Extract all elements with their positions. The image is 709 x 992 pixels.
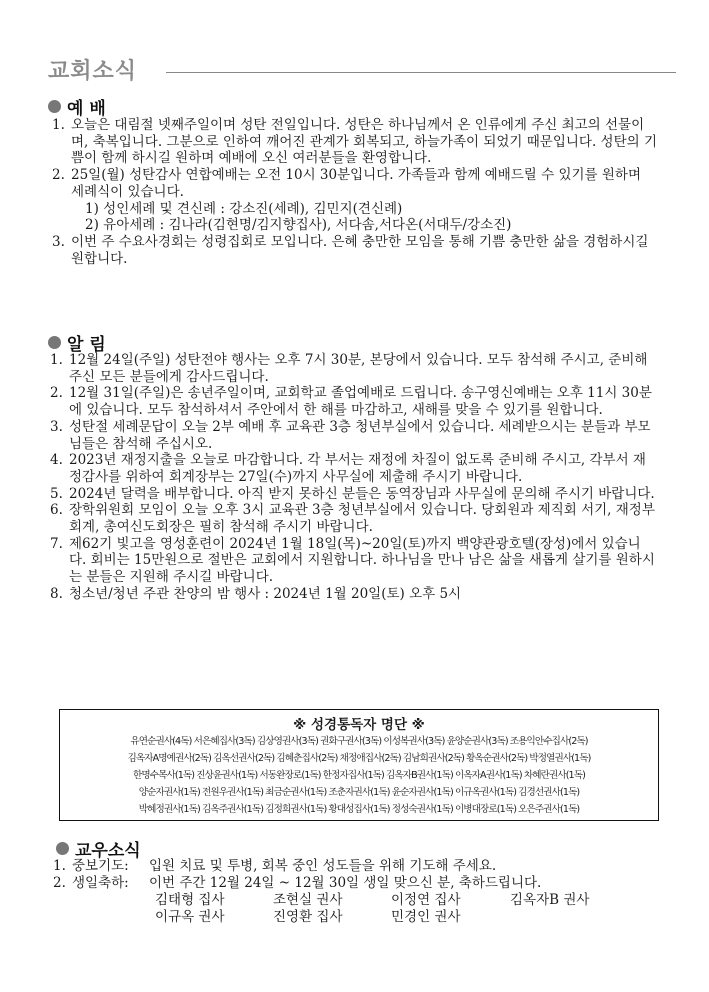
page-title: 교회소식 [48,59,138,84]
worship-section-header [48,94,106,119]
birthday-name: 김태형 집사 [155,892,225,908]
birthday-names-row [53,892,673,909]
list-item: 3. 이번 주 수요사경회는 성령집회로 모입니다. 은혜 충만한 모임을 통해 기쁨 충만한 삶을 경험하시길 원합니다. [52,233,649,267]
birthday-greeting: 2. 생일축하: 이번 주간 12월 24일 ~ 12월 30일 생일 맞으신 분, 축하드립니다. [53,875,542,891]
birthday-name: 진영환 집사 [273,909,343,925]
birthday-name: 이규옥 권사 [155,909,225,925]
list-item: 5. 2024년 달력을 배부합니다. 아직 받지 못하신 분들은 동역장님과 사무실에 문의해 주시기 바랍니다. [50,485,655,502]
bible-readers-row: 한명수목사(1독) 진상윤권사(1독) 서동완장로(1독) 한정자집사(1독) 김옥자B권사(1독) 이옥자A권사(1독) 차혜란권사(1독) [133,770,585,781]
header-divider [166,72,676,73]
list-item: 3. 성탄절 세례문답이 오늘 2부 예배 후 교육관 3층 청년부실에서 있습니다. 세례받으시는 분들과 부모님들은 참석해 주십시오. [50,418,651,452]
notices-section-title: 알 림 [67,335,106,355]
bible-readers-title: ※ 성경통독자 명단 ※ [293,717,425,733]
prayer-request: 1. 중보기도: 입원 치료 및 투병, 회복 중인 성도들을 위해 기도해 주세요. [53,858,497,874]
bible-readers-row: 박혜정권사(1독) 김옥주권사(1독) 김정희권사(1독) 황대성집사(1독) 정성숙권사(1독) 이병대장로(1독) 오은주권사(1독) [138,804,580,815]
birthday-name: 조현실 권사 [273,892,343,908]
circle-bullet-icon [56,842,69,855]
birthday-name: 이정연 집사 [391,892,461,908]
birthday-names-row [53,909,673,926]
list-item: 6. 장학위원회 모임이 오늘 오후 3시 교육관 3층 청년부실에서 있습니다. 당회원과 제직회 서기, 재정부 회계, 총여신도회장은 필히 참석해 주시기 바랍니다. [50,502,655,536]
page-header [48,54,678,84]
birthday-name: 민경인 권사 [391,909,461,925]
list-item: 1. 오늘은 대림절 넷째주일이며 성탄 전일입니다. 성탄은 하나님께서 온 인류에게 주신 최고의 선물이며, 축복입니다. 그분으로 인하여 깨어진 관계가 회복되고, 하늘가족이 되었기 때문입니다. 성탄의 기쁨이 함께 하시길 원하며 예배에 오신 여러분들을 환영합니다. [52,117,658,167]
sub-item-infant-baptism: 2) 유아세례 : 김나라(김현명/김지향집사), 서다솜,서다온(서대두/강소진) [85,217,512,234]
bible-readers-row: 양순자권사(1독) 전원우권사(1독) 최금순권사(1독) 조춘자권사(1독) 윤순자권사(1독) 이규옥권사(1독) 김경선권사(1독) [138,787,580,798]
list-item: 1. 12월 24일(주일) 성탄전야 행사는 오후 7시 30분, 본당에서 있습니다. 모두 참석해 주시고, 준비해 주신 모든 분들에게 감사드립니다. [50,352,648,385]
members-news [53,858,673,926]
sub-item-adult-baptism: 1) 성인세례 및 견신례 : 강소진(세례), 김민지(견신례) [85,200,403,217]
birthday-label: 생일축하: [72,875,129,891]
list-item: 2. 25일(월) 성탄감사 연합예배는 오전 10시 30분입니다. 가족들과 함께 예배드릴 수 있기를 원하며 세례식이 있습니다. 1) 성인세례 및 견신례 : 강소진(세례), 김민지(견신례) 2) 유아세례 : 김나라(김현명/김지향집사), 서다솜,서다온(서대두/강소진) [52,167,658,234]
members-section-title: 교우소식 [75,841,141,861]
birthday-name: 김옥자B 권사 [510,892,590,908]
bible-readers-row: 유연순권사(4독) 서은혜집사(3독) 김상영권사(3독) 권화구권사(3독) 이성복권사(3독) 윤양순권사(3독) 조용익안수집사(2독) [130,736,588,747]
bible-readers-box [59,709,659,821]
bible-readers-row: 김옥자A명예권사(2독) 김옥선권사(2독) 김혜춘집사(2독) 채정애집사(2독) 김남희권사(2독) 황옥순권사(2독) 박정열권사(1독) [127,753,591,764]
notices-list [50,352,658,603]
worship-list [52,117,658,267]
prayer-label: 중보기도: [72,858,129,874]
list-item: 7. 제62기 빛고을 영성훈련이 2024년 1월 18일(목)~20일(토)까지 백양관광호텔(장성)에서 있습니다. 회비는 15만원으로 절반은 교회에서 지원합니다. 하나님을 만나 남은 삶을 새롭게 살기를 원하시는 분들은 지원해 주시길 바랍니다. [50,535,655,586]
list-item: 2. 12월 31일(주일)은 송년주일이며, 교회학교 졸업예배로 드립니다. 송구영신예배는 오후 11시 30분에 있습니다. 모두 참석하셔서 주안에서 한 해를 마감하고, 새해를 맞을 수 있기를 원합니다. [50,385,652,419]
list-item: 4. 2023년 재정지출을 오늘로 마감합니다. 각 부서는 재정에 차질이 없도록 준비해 주시고, 각부서 재정감사를 위하여 회계장부는 27일(수)까지 사무실에 제출해 주시기 바랍니다. [50,452,646,485]
circle-bullet-icon [48,336,61,349]
circle-bullet-icon [48,100,61,113]
worship-section-title: 예 배 [67,99,106,119]
list-item: 8. 청소년/청년 주관 찬양의 밤 행사 : 2024년 1월 20일(토) 오후 5시 [50,585,462,602]
